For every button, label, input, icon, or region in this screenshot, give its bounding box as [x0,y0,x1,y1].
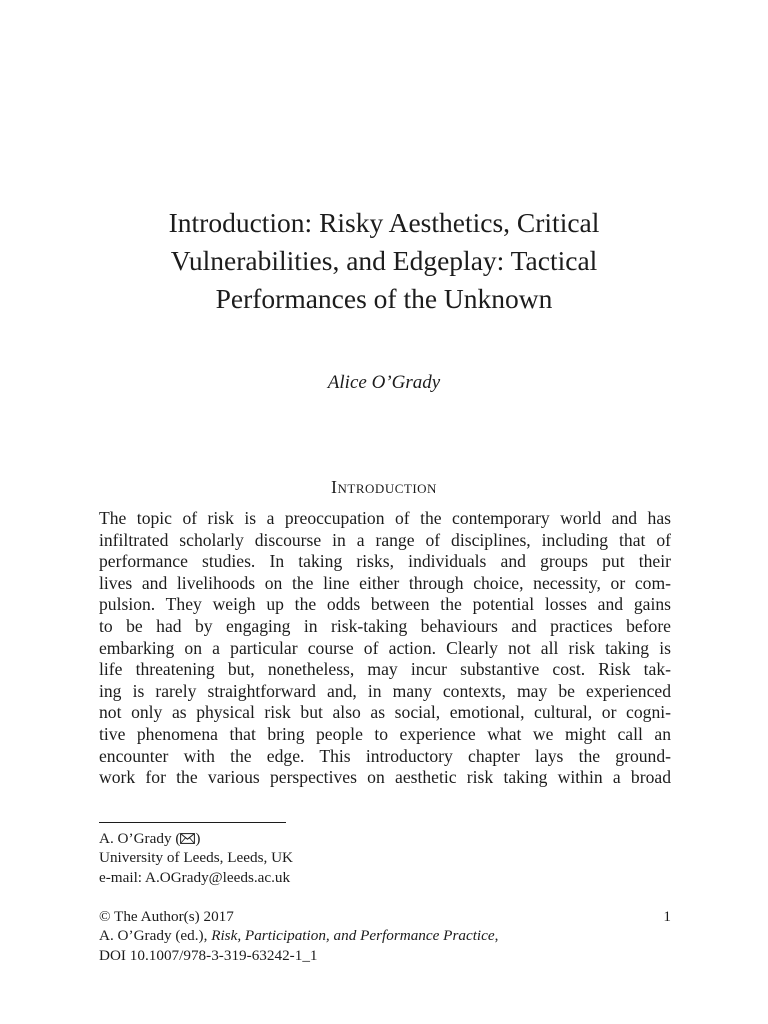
body-line: lives and livelihoods on the line either through choice, necessity, or com- [99,572,671,593]
affiliation-author-name: A. O’Grady ( [99,830,181,847]
body-line: performance studies. In taking risks, individuals and groups put their [99,551,671,572]
citation-book-title: Risk, Participation, and Performance Practice [211,927,495,945]
citation-line [99,926,671,945]
body-line: tive phenomena that bring people to experience what we might call an [99,723,671,744]
affiliation-paren-close: ) [195,830,201,847]
body-line: life threatening but, nonetheless, may incur substantive cost. Risk tak- [99,659,671,680]
citation-suffix: , [494,927,499,945]
body-line: pulsion. They weigh up the odds between the potential losses and gains [99,594,671,615]
footnote-divider [99,822,286,823]
body-line: not only as physical risk but also as social, emotional, cultural, or cogni- [99,702,671,723]
chapter-title-line-2: Vulnerabilities, and Edgeplay: Tactical [170,245,598,276]
envelope-icon[interactable] [180,833,195,844]
body-line: The topic of risk is a preoccupation of the contemporary world and has [99,508,671,528]
body-line: work for the various perspectives on aesthetic risk taking within a broad [99,767,671,788]
body-line: infiltrated scholarly discourse in a range of disciplines, including that of [99,529,671,550]
body-line: to be had by engaging in risk-taking behaviours and practices before [99,615,671,636]
copyright-line: © The Author(s) 2017 [99,908,234,925]
copyright-block [99,907,671,965]
chapter-title-line-3: Performances of the Unknown [215,283,553,314]
chapter-title-line-1: Introduction: Risky Aesthetics, Critical [168,207,600,238]
author-name: Alice O’Grady [327,372,441,393]
affiliation-author-line [99,829,499,848]
body-paragraph [99,508,671,789]
affiliation-institution: University of Leeds, Leeds, UK [99,849,294,867]
doi-line[interactable]: DOI 10.1007/978-3-319-63242-1_1 [99,946,318,964]
page-number: 1 [663,908,671,925]
section-heading: Introduction [331,477,437,497]
body-line: encounter with the edge. This introductory chapter lays the ground- [99,745,671,766]
body-line: embarking on a particular course of action. Clearly not all risk taking is [99,637,671,658]
chapter-title [100,204,668,318]
citation-editor: A. O’Grady (ed.), [99,927,212,945]
body-line: ing is rarely straightforward and, in many contexts, may be experienced [99,680,671,701]
affiliation-email[interactable]: e-mail: A.OGrady@leeds.ac.uk [99,868,291,886]
author-affiliation [99,829,499,887]
